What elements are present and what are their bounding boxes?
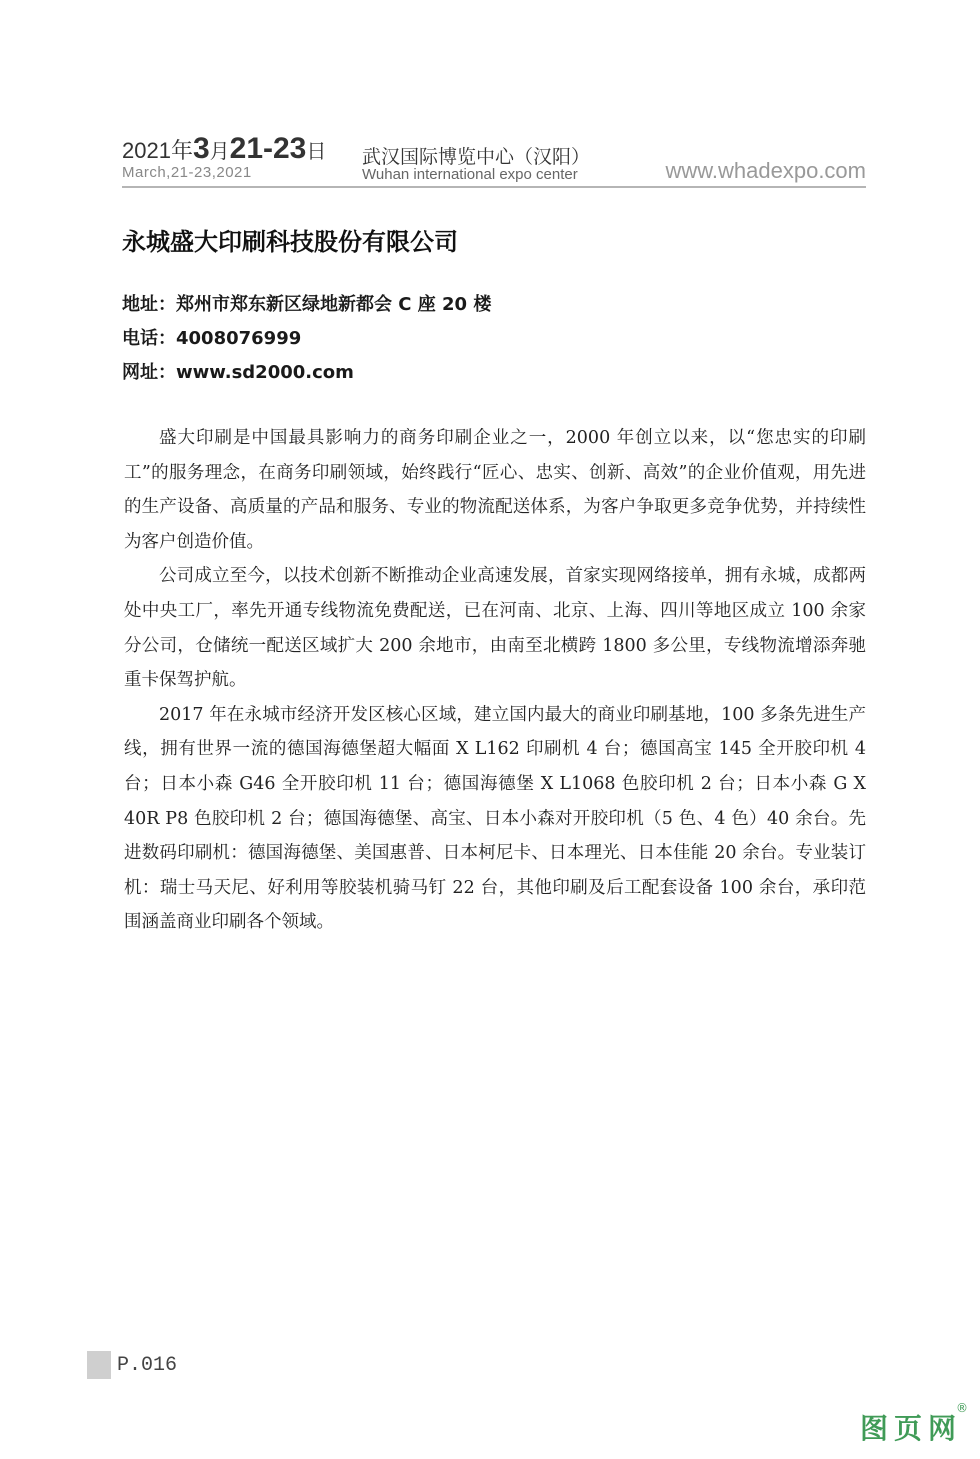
company-website: 网址：www.sd2000.com	[122, 362, 354, 383]
company-phone: 电话：4008076999	[122, 328, 302, 349]
date-year: 2021年	[122, 138, 193, 163]
page-number-bar	[87, 1351, 111, 1379]
description-paragraph: 2017 年在永城市经济开发区核心区域，建立国内最大的商业印刷基地，100 多条先进生产线，拥有世界一流的德国海德堡超大幅面 X L162 印刷机 4 台；德国高宝 145 全开胶印机 4 台；日本小森 G46 全开胶印机 11 台；德国海德堡 X L1068 色胶印机 2 台；日本小森 G X 40R P8 色胶印机 2 台；德国海德堡、高宝、日本小森对开胶印机（5 色、4 色）40 余台。先进数码印刷机：德国海德堡、美国惠普、日本柯尼卡、日本理光、日本佳能 20 余台。专业装订机：瑞士马天尼、好利用等胶装机骑马钉 22 台，其他印刷及后工配套设备 100 余台，承印范围涵盖商业印刷各个领域。	[124, 704, 866, 933]
date-days: 21-23	[229, 132, 307, 165]
company-name: 永城盛大印刷科技股份有限公司	[122, 228, 458, 256]
event-date-en: March,21-23,2021	[122, 164, 252, 181]
date-day-char: 日	[306, 139, 327, 163]
header-divider	[122, 186, 866, 188]
company-address: 地址：郑州市郑东新区绿地新都会 C 座 20 楼	[122, 294, 492, 315]
page-header	[122, 130, 866, 188]
description-paragraph: 盛大印刷是中国最具影响力的商务印刷企业之一，2000 年创立以来，以“您忠实的印刷工”的服务理念，在商务印刷领域，始终践行“匠心、忠实、创新、高效”的企业价值观，用先进的生产设备、高质量的产品和服务、专业的物流配送体系，为客户争取更多竞争优势，并持续性为客户创造价值。	[124, 428, 866, 552]
expo-website: www.whadexpo.com	[665, 158, 866, 183]
date-month-char: 月	[209, 139, 230, 163]
venue-name-cn: 武汉国际博览中心（汉阳）	[362, 146, 591, 168]
date-month: 3	[192, 132, 210, 165]
watermark-logo	[859, 1401, 968, 1447]
registered-mark: ®	[956, 1401, 968, 1415]
venue-name-en: Wuhan international expo center	[362, 166, 578, 183]
watermark-text: 图页网	[859, 1412, 962, 1445]
event-date	[122, 132, 326, 166]
page-number-text: P.016	[117, 1353, 178, 1377]
description-paragraph: 公司成立至今，以技术创新不断推动企业高速发展，首家实现网络接单，拥有永城，成都两处中央工厂，率先开通专线物流免费配送，已在河南、北京、上海、四川等地区成立 100 余家分公司，仓储统一配送区域扩大 200 余地市，由南至北横跨 1800 多公里，专线物流增添奔驰重卡保驾护航。	[124, 566, 866, 691]
page-number	[87, 1351, 177, 1379]
company-description	[124, 421, 866, 940]
